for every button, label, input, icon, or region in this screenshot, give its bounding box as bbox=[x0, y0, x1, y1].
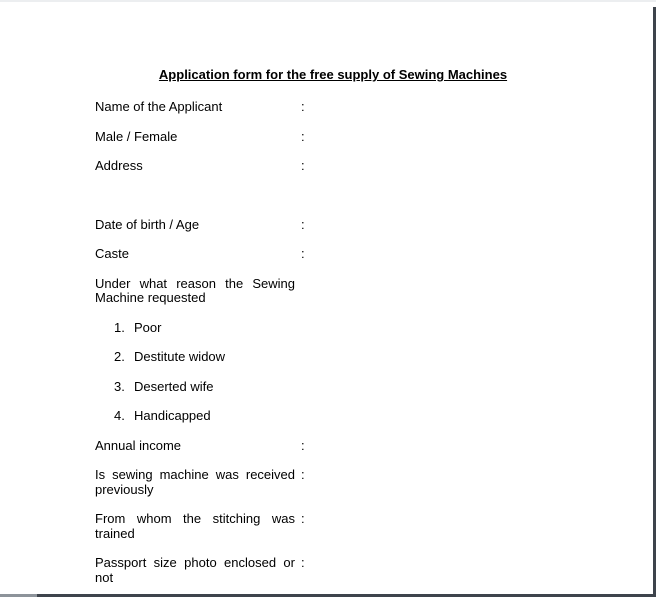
reason-option-handicapped bbox=[114, 409, 575, 424]
field-label: Male / Female bbox=[95, 128, 178, 144]
field-label: Passport size photo enclosed or not bbox=[95, 555, 295, 585]
field-label: Caste bbox=[95, 246, 129, 261]
field-colon: : bbox=[301, 128, 305, 144]
list-number: 3. bbox=[114, 378, 125, 394]
field-stitching-trained-by bbox=[95, 512, 575, 541]
list-item-text: Poor bbox=[134, 319, 162, 335]
field-label: From whom the stitching was trained bbox=[95, 511, 295, 541]
field-reason bbox=[95, 277, 575, 306]
field-label: Address bbox=[95, 158, 143, 173]
field-colon: : bbox=[301, 555, 305, 570]
reason-option-destitute-widow bbox=[114, 350, 575, 365]
list-number: 2. bbox=[114, 349, 125, 364]
list-number: 4. bbox=[114, 408, 125, 423]
field-colon: : bbox=[301, 467, 305, 482]
list-number: 1. bbox=[114, 319, 125, 335]
field-label: Under what reason the Sewing Machine requested bbox=[95, 275, 295, 305]
field-date-of-birth bbox=[95, 218, 575, 233]
field-machine-received-previously bbox=[95, 468, 575, 497]
form-title-text: Application form for the free supply of Sewing Machines bbox=[158, 67, 508, 82]
field-address bbox=[95, 159, 575, 174]
field-label: Date of birth / Age bbox=[95, 216, 200, 232]
field-passport-photo-enclosed bbox=[95, 556, 575, 585]
field-applicant-name bbox=[95, 100, 575, 115]
field-label: Annual income bbox=[95, 437, 181, 453]
field-label: Name of the Applicant bbox=[95, 99, 223, 114]
field-colon: : bbox=[301, 158, 305, 173]
field-caste bbox=[95, 247, 575, 262]
field-colon: : bbox=[301, 437, 305, 453]
reason-option-poor bbox=[114, 321, 575, 336]
field-label: Is sewing machine was received previously bbox=[95, 467, 295, 497]
field-gender bbox=[95, 130, 575, 145]
list-item-text: Deserted wife bbox=[134, 378, 214, 394]
field-colon: : bbox=[301, 216, 305, 232]
form-content bbox=[95, 67, 575, 600]
reason-options-list bbox=[114, 321, 575, 424]
list-item-text: Handicapped bbox=[134, 408, 211, 423]
field-colon: : bbox=[301, 99, 305, 114]
field-colon: : bbox=[301, 246, 305, 261]
field-annual-income bbox=[95, 439, 575, 454]
field-colon: : bbox=[301, 511, 305, 526]
reason-option-deserted-wife bbox=[114, 380, 575, 395]
form-title bbox=[95, 67, 571, 82]
page-top-edge bbox=[0, 0, 656, 2]
list-item-text: Destitute widow bbox=[134, 349, 226, 364]
